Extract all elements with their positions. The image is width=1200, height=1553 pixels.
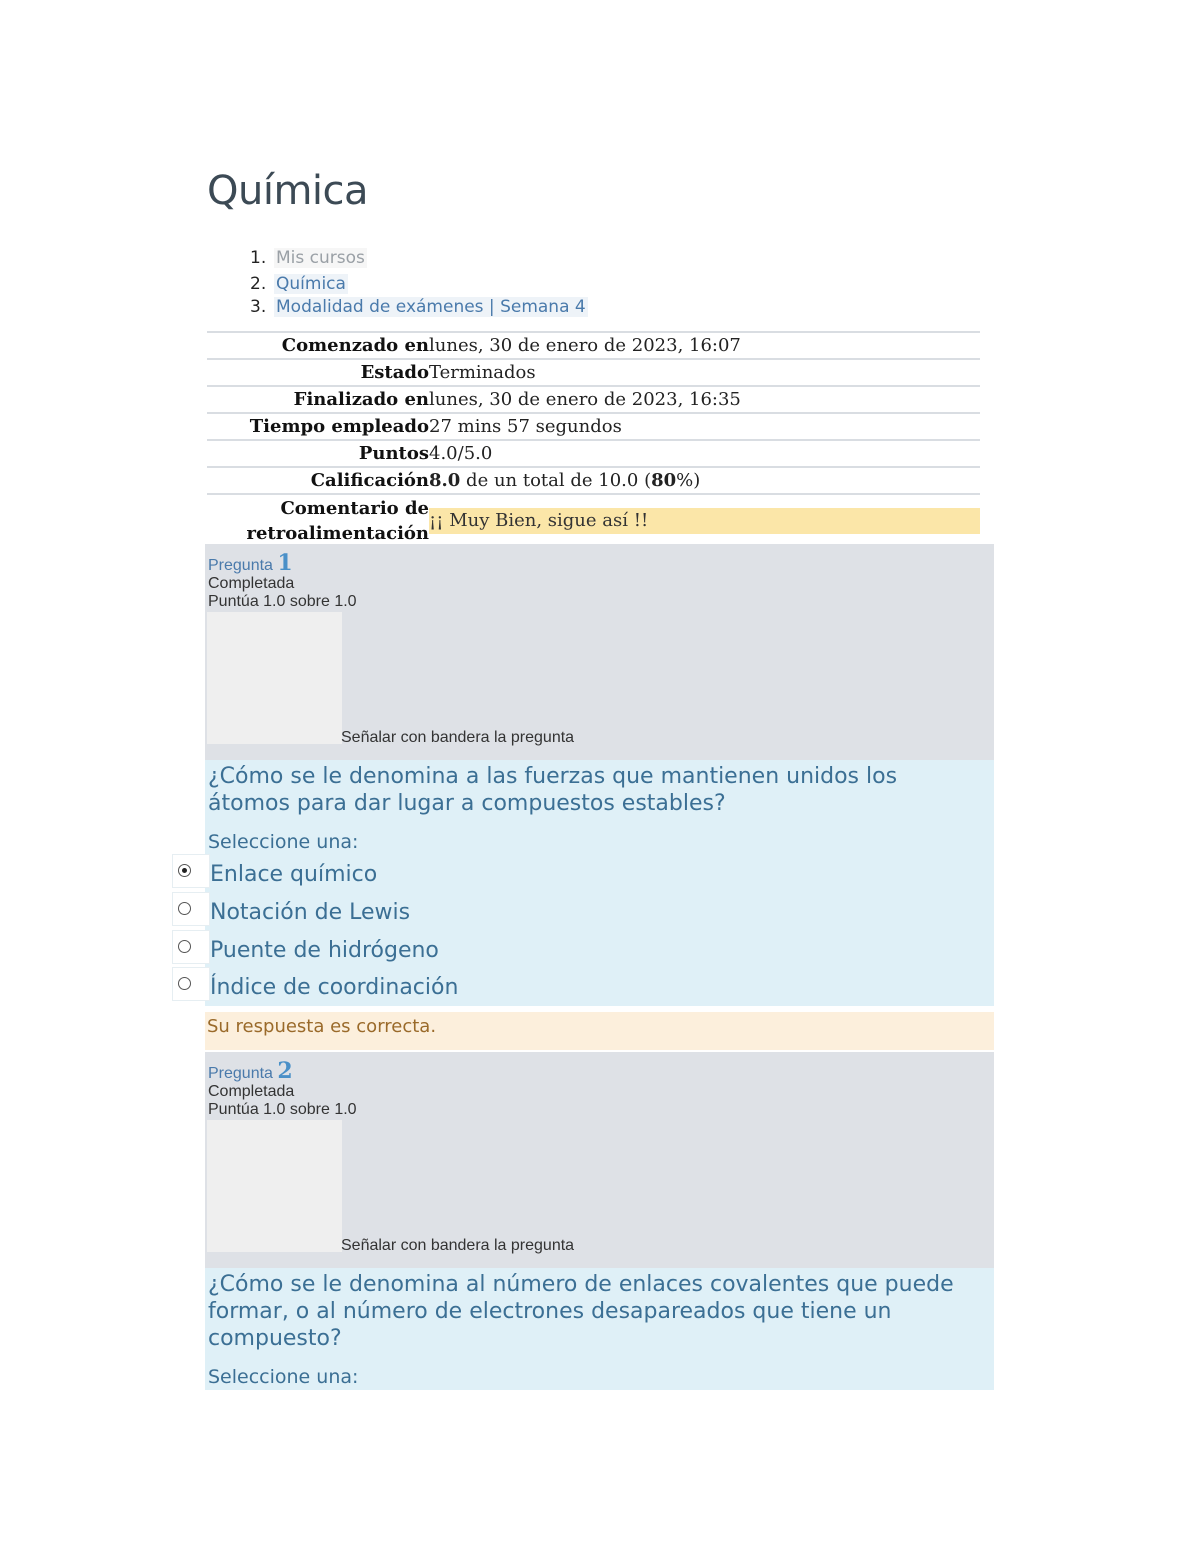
- summary-row-started: [207, 332, 980, 359]
- question-grade: Puntúa 1.0 sobre 1.0: [208, 593, 357, 610]
- select-one-label: Seleccione una:: [208, 1366, 359, 1388]
- breadcrumb-link-mis-cursos[interactable]: Mis cursos: [276, 248, 365, 268]
- question-1-feedback: [205, 1012, 994, 1050]
- summary-row-feedback: [207, 494, 980, 547]
- summary-label: Estado: [207, 359, 429, 386]
- radio-cell: [172, 930, 210, 964]
- summary-value: Terminados: [429, 359, 980, 386]
- question-prefix: Pregunta: [208, 1065, 273, 1082]
- summary-row-grade: [207, 467, 980, 494]
- question-text: ¿Cómo se le denomina a las fuerzas que mantienen unidos los átomos para dar lugar a compuestos estables?: [208, 764, 898, 816]
- feedback-label-line2: retroalimentación: [246, 523, 429, 544]
- overall-feedback-box: ¡¡ Muy Bien, sigue así !!: [429, 508, 980, 534]
- breadcrumb-number: 3.: [250, 297, 267, 317]
- question-text: ¿Cómo se le denomina al número de enlaces covalentes que puede formar, o al número de electrones desapareados que tiene un compuesto?: [208, 1272, 954, 1351]
- summary-label-feedback: [207, 494, 429, 547]
- question-2-content: [205, 1268, 994, 1390]
- answer-label[interactable]: Puente de hidrógeno: [210, 938, 439, 963]
- breadcrumb-number: 1.: [250, 248, 267, 268]
- summary-label: Puntos: [207, 440, 429, 467]
- question-2-info: [205, 1052, 994, 1268]
- question-1-info: [205, 544, 994, 760]
- summary-value: 27 mins 57 segundos: [429, 413, 980, 440]
- question-number-value: 1: [277, 550, 293, 576]
- radio-button[interactable]: [178, 902, 191, 915]
- answer-label[interactable]: Enlace químico: [210, 862, 378, 887]
- summary-label: Comenzado en: [207, 332, 429, 359]
- question-number-value: 2: [277, 1058, 293, 1084]
- summary-row-points: [207, 440, 980, 467]
- radio-cell: [172, 967, 210, 1001]
- radio-button[interactable]: [178, 977, 191, 990]
- summary-value: lunes, 30 de enero de 2023, 16:35: [429, 386, 980, 413]
- summary-row-state: [207, 359, 980, 386]
- grade-end: %): [676, 470, 701, 491]
- feedback-label-line1: Comentario de: [280, 498, 429, 519]
- answer-label[interactable]: Notación de Lewis: [210, 900, 411, 925]
- attempt-summary-table: [207, 331, 980, 547]
- flag-icon[interactable]: [207, 1120, 342, 1252]
- breadcrumb: [250, 246, 588, 320]
- summary-value: lunes, 30 de enero de 2023, 16:07: [429, 332, 980, 359]
- flag-question-link[interactable]: Señalar con bandera la pregunta: [341, 729, 575, 746]
- breadcrumb-link-quimica[interactable]: Química: [276, 274, 346, 294]
- flag-question-link[interactable]: Señalar con bandera la pregunta: [341, 1237, 575, 1254]
- summary-label: Finalizado en: [207, 386, 429, 413]
- grade-score: 8.0: [429, 470, 461, 491]
- breadcrumb-item-mis-cursos: [250, 246, 588, 272]
- grade-mid: de un total de 10.0 (: [460, 470, 652, 491]
- question-number: [208, 1058, 293, 1084]
- page-title: Química: [207, 168, 369, 214]
- summary-label: Tiempo empleado: [207, 413, 429, 440]
- answer-label[interactable]: Índice de coordinación: [210, 975, 459, 1000]
- summary-row-finished: [207, 386, 980, 413]
- select-one-label: Seleccione una:: [208, 831, 359, 853]
- breadcrumb-item-quimica: [250, 272, 588, 295]
- summary-label: Calificación: [207, 467, 429, 494]
- radio-cell: [172, 892, 210, 926]
- breadcrumb-item-modalidad: [250, 295, 588, 320]
- summary-value: [429, 467, 980, 494]
- question-prefix: Pregunta: [208, 557, 273, 574]
- radio-button-selected[interactable]: [178, 864, 191, 877]
- feedback-text: Su respuesta es correcta.: [207, 1016, 437, 1037]
- summary-row-time: [207, 413, 980, 440]
- summary-value: 4.0/5.0: [429, 440, 980, 467]
- question-grade: Puntúa 1.0 sobre 1.0: [208, 1101, 357, 1118]
- question-state: Completada: [208, 1083, 295, 1100]
- question-number: [208, 550, 293, 576]
- breadcrumb-link-modalidad[interactable]: Modalidad de exámenes | Semana 4: [276, 297, 586, 317]
- breadcrumb-number: 2.: [250, 274, 267, 294]
- summary-value-feedback: [429, 494, 980, 547]
- flag-icon[interactable]: [207, 612, 342, 744]
- question-state: Completada: [208, 575, 295, 592]
- radio-button[interactable]: [178, 940, 191, 953]
- radio-cell: [172, 854, 210, 888]
- grade-percent: 80: [651, 470, 677, 491]
